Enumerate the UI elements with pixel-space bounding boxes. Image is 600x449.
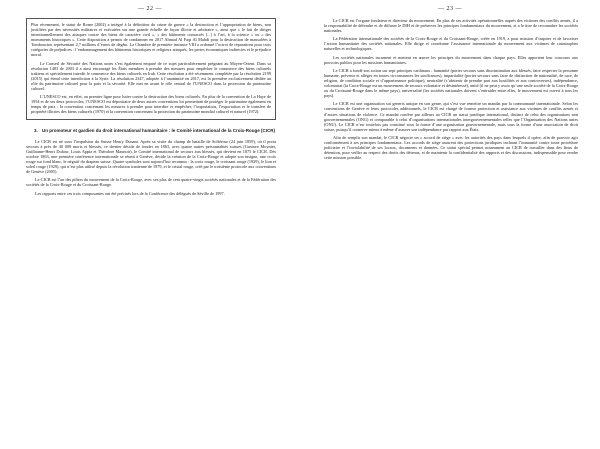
box-paragraph: Plus récemment, le statut de Rome (2002) a intégré à la définition du crime de guerre « la destruction et l’appropriation de biens, non justifiées par des nécessités militaires et exécutées sur une grande échelle de façon illicite et arbitraire », ainsi que « le fait de diriger intentionnellement des attaques contre des biens de caractère civil », « des bâtiments consacrés [...] à l’art, à la science » ou « des monuments historiques ». Cette disposition a permis de condamner en 2017 Ahmad Al Faqi Al Mahdi pour la destruction de mausolées à Tombouctou représentant 2,7 millions d’euros de dégâts. La Chambre de première instance VIII a ordonné l’octroi de réparations pour trois catégories de préjudices : l’endommagement des bâtiments historiques et religieux attaqués, les pertes économiques indirectes et le préjudice moral. <box>31 22 271 58</box>
body-paragraph: Le CICR a fondé son action sur sept principes cardinaux : humanité (porter secours sans discrimination aux blessés, faire respecter la personne humaine, prévenir et alléger en toutes circonstances les souffrances), impartialité (porter secours sans faire de distinction de nationalité, de race, de religion, de condition sociale et d’appartenance politique), neutralité (s’abstenir de prendre part aux hostilités et aux controverses), indépendance, volontariat (la Croix-Rouge est un mouvement de secours volontaire et désintéressé), unité (il ne peut y avoir qu’une seule société de la Croix-Rouge ou du Croissant-Rouge dans le même pays), universalité (les sociétés nationales doivent s’entraider entre elles, le mouvement est ouvert à tous les pays). <box>324 67 578 99</box>
body-paragraph: Le CICR est l’organe fondateur et directeur du mouvement. En plus de ses activités opérationnelles auprès des victimes des conflits armés, il a la responsabilité de défendre et de diffuser le DIH et de préserver les principes fondamentaux du mouvement, et a le titre de reconnaître les sociétés nationales. <box>324 18 578 34</box>
box-paragraph: Le Conseil de Sécurité des Nations unies s’est également emparé de ce sujet particulièrement prégnant au Moyen-Orient. Dans sa résolution 1483 de 2003 il a ainsi encouragé les États membres à prendre des mesures pour empêcher le commerce des biens culturels irakiens et spécialement interdit le commerce des biens culturels en Irak. Cette résolution a été récemment complétée par la résolution 2199 (2015) qui étend cette interdiction à la Syrie. La résolution 2347, adoptée à l’unanimité en 2017, est la première exclusivement dédiée au rôle du patrimoine culturel pour la paix et la sécurité. Elle met en avant le rôle central de l’UNESCO dans la protection du patrimoine culturel. <box>31 60 271 91</box>
box-paragraph: L’UNESCO est, en effet, au premier ligne pour lutter contre la destruction des biens culturels. En plus de la convention de La Haye de 1954 et de ses deux protocoles, l’UNESCO est dépositaire de deux autres conventions lui permettant de protéger le patrimoine également en temps de paix : la convention concernant les mesures à prendre pour interdire et empêcher, l’importation, l’exportation et le transfert de propriété illicites des biens culturels (1970) et la convention concernant la protection du patrimoine mondial culturel et naturel (1972). <box>31 93 271 115</box>
right-page-content <box>324 18 578 163</box>
page-number-left: — 22 — <box>138 6 162 12</box>
right-page <box>300 0 600 449</box>
body-paragraph: Les rapports entre ces trois composantes ont été précisés lors de la Conférence des délégués de Séville de 1997. <box>35 190 225 196</box>
page-number-right: — 23 — <box>438 6 462 12</box>
left-page-content <box>26 18 276 199</box>
body-paragraph: Les sociétés nationales incarnent et mettent en œuvre les principes du mouvement dans chaque pays. Elles apportent leur concours aux pouvoirs publics pour les missions humanitaires. <box>324 54 578 65</box>
body-paragraph: La Fédération internationale des sociétés de la Croix-Rouge et du Croissant-Rouge, créée en 1919, a pour mission d’inspirer et de favoriser l’action humanitaire des sociétés nationales. Elle dirige et coordonne l’assistance internationale du mouvement aux victimes de catastrophes naturelles et technologiques. <box>324 36 578 52</box>
section-title: Un promoteur et gardien du droit international humanitaire : le Comité international de la Croix-Rouge (CICR) <box>42 128 276 134</box>
framed-note-box <box>26 18 276 120</box>
section-number: 3. <box>34 128 38 134</box>
section-heading <box>34 128 276 133</box>
body-paragraph: Le CICR est l’un des piliers du mouvement de la Croix-Rouge, avec ses plus de cent quatre-vingts sociétés nationales et de la Fédération des sociétés de la Croix-Rouge et du Croissant-Rouge. <box>26 177 276 188</box>
body-paragraph: Le CICR est une organisation sui generis unique en son genre, qui s’est vue remettre un mandat par la communauté internationale. Selon les conventions de Genève et leurs protocoles additionnels, le CICR est chargé de fournir protection et assistance aux victimes de conflits armés et d’autres situations de violence. Ce mandat confère par ailleurs au CICR un statut juridique international, distinct de celui des organisations non gouvernementales (ONG) et comparable à celui d’organisations internationales intergouvernementales telles que l’Organisation des Nations unies (ONU). Le CICR n’est toutefois pas constitué sous la forme d’une organisation gouvernementale, mais sous la forme d’une association de droit suisse, puisqu’il conserve mieux à même d’assurer son indépendance par rapport aux États. <box>324 101 578 132</box>
body-paragraph: Afin de remplir son mandat, le CICR négocie un « accord de siège » avec les autorités des pays dans lesquels il opère, afin de pouvoir agir conformément à ses principes fondamentaux. Les accords de siège assurent des protections juridiques incluant l’immunité contre toute procédure judiciaire et l’inviolabilité de ses locaux, documents et données. Ce statut spécial permet notamment au CICR de travailler dans des lieux de détention, pour veiller au respect des droits des détenus, et de maintenir la confidentialité des rapports et des discussions, indispensable pour rendre cette mission possible. <box>324 134 578 161</box>
body-paragraph: Le CICR est né sous l’impulsion du Suisse Henry Dunant. Après sa visite du champ de bataille de Solférino (24 juin 1859), où il porta secours à près de 40 000 morts et blessés, ce dernier décide de fonder en 1863, avec quatre autres personnalités suisses (Gustave Moynier, Guillaume-Henri Dufour, Louis Appia et Théodore Maunoir), le Comité international de secours aux blessés, qui devient en 1875 le CICR. Dès octobre 1863, une première conférence internationale se réunit à Genève, décide la création de la Croix-Rouge et adopte son insigne, une croix rouge sur fond blanc, le négatif du drapeau suisse. Quatre symboles sont aujourd’hui reconnus : la croix rouge, le croissant rouge (1929), le lion et soleil rouge (1929), qui n’est plus utilisé depuis la révolution iranienne de 1979, et le cristal rouge, créé par le troisième protocole aux conventions de Genève (2005). <box>26 138 276 175</box>
